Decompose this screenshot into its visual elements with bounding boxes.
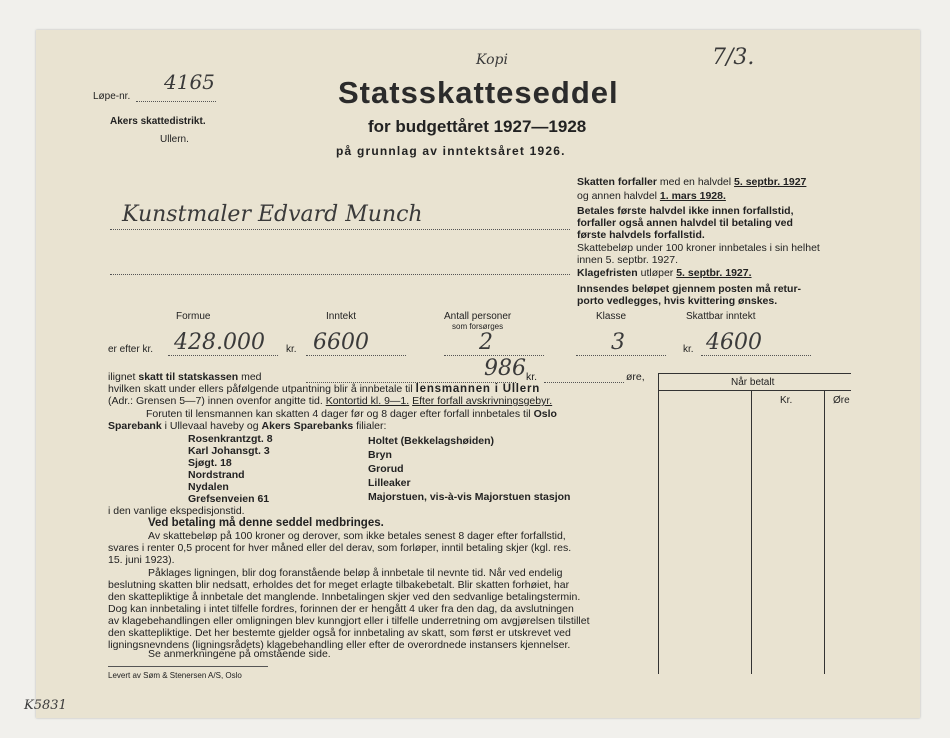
skattbar-value: 4600 — [706, 330, 762, 355]
terms-line-2 — [577, 190, 726, 202]
tax-line-1 — [108, 371, 262, 383]
lope-nr-line — [136, 101, 216, 102]
branch-left-6: Grefsenveien 61 — [188, 493, 270, 505]
terms-line-3: Betales første halvdel ikke innen forfallstid, — [577, 205, 794, 217]
tax-address: (Adr.: Grensen 5—7) innen ovenfor angitte tid. — [108, 395, 323, 407]
skattbar-kr: kr. — [683, 344, 694, 355]
tax-ilignet: ilignet — [108, 371, 136, 383]
tax-late-fee: Efter forfall avskrivningsgebyr. — [412, 395, 553, 407]
printer-rule — [108, 666, 268, 667]
tax-statskasse: skatt til statskassen — [138, 371, 239, 383]
branch-right-1: Holtet (Bekkelagshøiden) — [368, 435, 495, 447]
tax-line-4-text: Foruten til lensmannen kan skatten 4 dager før og 8 dager efter forfall innbetales til — [146, 408, 531, 420]
paid-col-divider-2 — [824, 390, 825, 674]
terms-line-6: Skattebeløp under 100 kroner innbetales i sin helhet — [577, 242, 820, 254]
paid-header-rule — [658, 390, 851, 391]
paid-col-ore: Øre — [833, 395, 850, 406]
subtitle: for budgettåret 1927—1928 — [368, 117, 587, 136]
klasse-value: 3 — [611, 330, 625, 355]
para2-line-3: den skattepliktige å innbetale det manglende. Innbetalingen skjer ved den sedvanlige betalingstermin. — [108, 591, 581, 603]
tax-line-2-text: hvilken skatt under ellers påfølgende utpantning blir å innbetale til — [108, 383, 413, 395]
tax-oslo: Oslo — [533, 408, 557, 420]
branch-right-4: Lilleaker — [368, 477, 411, 489]
terms-line-4: forfaller også annen halvdel til betaling ved — [577, 217, 793, 229]
district: Akers skattedistrikt. — [110, 116, 206, 127]
inntekt-line — [306, 355, 406, 356]
terms-other-half: og annen halvdel — [577, 190, 657, 202]
kopi-note: Kopi — [476, 52, 508, 68]
formue-label: Formue — [176, 311, 211, 322]
page-title: Statsskatteseddel — [338, 75, 619, 110]
lope-nr-label: Løpe-nr. — [93, 91, 131, 102]
name-line-2 — [110, 274, 570, 275]
tax-med: med — [241, 371, 262, 383]
para1-line-3: 15. juni 1923). — [108, 554, 175, 566]
tax-ore-line — [544, 382, 624, 383]
basis-year: på grunnlag av inntektsåret 1926. — [336, 144, 566, 158]
tax-ullevaal: i Ullevaal haveby og — [164, 420, 259, 432]
inntekt-value: 6600 — [313, 330, 369, 355]
klasse-line — [576, 355, 666, 356]
tax-amount-value: 986 — [484, 356, 526, 381]
terms-appeal-label: Klagefristen — [577, 267, 638, 279]
antall-value: 2 — [479, 330, 493, 355]
printer-credit: Levert av Søm & Stenersen A/S, Oslo — [108, 671, 242, 680]
tax-sparebank: Sparebank — [108, 420, 162, 432]
see-reverse: Se anmerkningene på omstående side. — [148, 648, 331, 660]
terms-line-7: innen 5. septbr. 1927. — [577, 254, 678, 266]
tax-amount-ore: øre, — [626, 371, 645, 383]
terms-half: med en halvdel — [659, 176, 732, 188]
tax-filialer: filialer: — [356, 420, 387, 432]
formue-kr: kr. — [142, 344, 154, 355]
terms-line-1 — [577, 176, 806, 188]
branch-left-1: Rosenkrantzgt. 8 — [188, 433, 273, 445]
inntekt-label: Inntekt — [326, 311, 357, 322]
tax-line-2 — [108, 383, 540, 395]
para2-line-6: den skattepliktige. Det her bestemte gjelder også for innbetaling av skatt, som først er utskrevet ved — [108, 627, 571, 639]
exped-line: i den vanlige ekspedisjonstid. — [108, 505, 245, 517]
branch-right-5: Majorstuen, vis-à-vis Majorstuen stasjon — [368, 491, 571, 503]
corner-note: 7/3. — [712, 45, 755, 70]
para2-line-2: beslutning skatten blir nedsatt, erholdes det for meget erlagte tilbakebetalt. Blir skatten forhøiet, har — [108, 579, 570, 591]
paid-left-border — [658, 373, 659, 674]
para2-line-5: av klagebehandlingen eller omligningen blev kunngjort eller i tilfelle underretning om avgjørelsen tilstillet — [108, 615, 590, 627]
formue-value: 428.000 — [174, 330, 265, 355]
er-efter-text: er efter — [108, 344, 140, 355]
terms-appeal-date: 5. septbr. 1927. — [676, 267, 752, 279]
taxpayer-name: Kunstmaler Edvard Munch — [122, 202, 423, 227]
antall-sub-label: som forsørges — [452, 322, 504, 331]
tax-document — [24, 30, 920, 718]
branch-right-3: Grorud — [368, 463, 404, 475]
branch-left-2: Karl Johansgt. 3 — [188, 445, 270, 457]
tax-line-4 — [146, 408, 557, 420]
subdistrict: Ullern. — [160, 134, 189, 145]
name-line-1 — [110, 229, 570, 230]
tax-line-3 — [108, 395, 552, 407]
er-efter-label — [108, 344, 153, 355]
branch-left-4: Nordstrand — [188, 469, 245, 481]
para1-line-1: Av skattebeløp på 100 kroner og derover, som ikke betales senest 8 dager efter forfallstid, — [148, 530, 566, 542]
terms-line-9: Innsendes beløpet gjennem posten må retur- — [577, 283, 802, 295]
tax-lensmann: lensmannen i Ullern — [415, 383, 541, 395]
lope-nr-value: 4165 — [164, 70, 215, 94]
inntekt-kr: kr. — [286, 344, 297, 355]
skattbar-line — [701, 355, 811, 356]
branch-left-3: Sjøgt. 18 — [188, 457, 232, 469]
branch-right-2: Bryn — [368, 449, 392, 461]
paid-title: Når betalt — [731, 377, 775, 388]
terms-expires: utløper — [640, 267, 674, 279]
skattbar-label: Skattbar inntekt — [686, 311, 756, 322]
klasse-label: Klasse — [596, 311, 627, 322]
terms-line-8 — [577, 267, 752, 279]
antall-label: Antall personer — [444, 311, 512, 322]
ved-betaling: Ved betaling må denne seddel medbringes. — [148, 517, 384, 529]
paid-col-divider-1 — [751, 390, 752, 674]
paid-table-top — [658, 373, 851, 374]
tax-akers: Akers Sparebanks — [261, 420, 354, 432]
terms-line-5: første halvdels forfallstid. — [577, 229, 705, 241]
branch-left-5: Nydalen — [188, 481, 229, 493]
terms-line-10: porto vedlegges, hvis kvittering ønskes. — [577, 295, 778, 307]
tax-line-5 — [108, 420, 386, 432]
archive-number: K5831 — [24, 698, 67, 713]
para1-line-2: svares i renter 0,5 procent for hver måned eller del derav, som forløper, inntil betaling skjer (kgl. res. — [108, 542, 572, 554]
terms-date-2: 1. mars 1928. — [659, 190, 726, 202]
tax-amount-kr: kr. — [526, 371, 538, 383]
para2-line-4: Dog kan innbetaling i intet tilfelle fordres, forinnen der er hengått 4 uker fra den dag, da avslutningen — [108, 603, 574, 615]
formue-line — [168, 355, 278, 356]
para2-line-7: ligningsnevndens (ligningsrådets) klagebehandling eller efter de overordnede instansers kjennelser. — [108, 639, 571, 651]
tax-office-hours: Kontortid kl. 9—1. — [325, 395, 410, 407]
terms-due-label: Skatten forfaller — [577, 176, 657, 188]
paid-col-kr: Kr. — [780, 395, 793, 406]
para2-line-1: Påklages ligningen, blir dog foranstående beløp å innbetale til nevnte tid. Når ved endelig — [148, 567, 563, 579]
terms-date-1: 5. septbr. 1927 — [734, 176, 807, 188]
